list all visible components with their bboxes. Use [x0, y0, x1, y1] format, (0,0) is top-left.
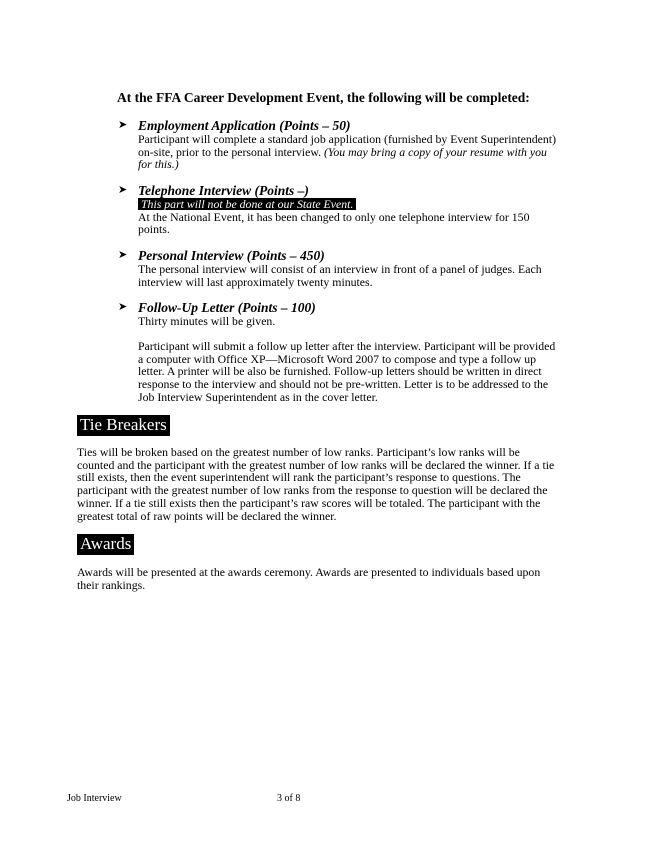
item-body-text: Participant will complete a standard job application (furnished by Event Superintendent) on-site, prior to the personal interview.	[138, 132, 557, 159]
item-body: Thirty minutes will be given.	[138, 314, 276, 328]
list-item-personal-interview	[118, 248, 558, 288]
arrow-bullet-icon: ➤	[118, 119, 128, 131]
item-note: (You may bring a copy of your resume with you for this.)	[138, 144, 547, 172]
arrow-bullet-icon: ➤	[118, 249, 128, 261]
item-body	[138, 133, 558, 171]
item-heading: Personal Interview (Points – 450)	[138, 248, 325, 263]
intro-heading: At the FFA Career Development Event, the following will be completed:	[117, 90, 530, 105]
list-item-telephone-interview	[118, 183, 558, 236]
list-item-follow-up-letter	[118, 300, 558, 328]
item-heading: Employment Application (Points – 50)	[138, 118, 351, 133]
arrow-bullet-icon: ➤	[118, 301, 128, 313]
item-body: The personal interview will consist of an interview in front of a panel of judges. Each interview will last approximately twenty minutes.	[138, 262, 542, 289]
notice-banner: This part will not be done at our State Event.	[138, 198, 356, 210]
item-body	[138, 198, 558, 236]
section-heading-awards: Awards	[77, 534, 134, 555]
footer-page-number: 3 of 8	[277, 793, 301, 804]
follow-up-paragraph: Participant will submit a follow up letter after the interview. Participant will be provided a computer with Office XP—Microsoft Word 2007 to compose and type a follow up letter. A printer will be also be furnished. Follow-up letters should be written in direct response to the interview and should not be pre-written. Letter is to be addressed to the Job Interview Superintendent as in the cover letter.	[138, 339, 556, 404]
awards-text: Awards will be presented at the awards ceremony. Awards are presented to individuals based upon their rankings.	[77, 565, 541, 592]
item-heading: Follow-Up Letter (Points – 100)	[138, 300, 316, 315]
arrow-bullet-icon: ➤	[118, 184, 128, 196]
section-heading-tie-breakers: Tie Breakers	[77, 415, 170, 436]
list-item-employment-application	[118, 118, 558, 171]
item-body-text: At the National Event, it has been changed to only one telephone interview for 150 points.	[138, 209, 530, 237]
tie-breakers-text: Ties will be broken based on the greatest number of low ranks. Participant’s low ranks will be counted and the participant with the greatest number of low ranks will be declared the winner. If a tie still exists, then the event superintendent will rank the participant’s response to questions. The participant with the greatest number of low ranks from the response to question will be declared the winner. If a tie still exists then the participant’s raw scores will be totaled. The participant with the greatest total of raw points will be declared the winner.	[77, 445, 555, 523]
item-heading: Telephone Interview (Points –)	[138, 183, 309, 198]
footer-title: Job Interview	[67, 793, 122, 804]
